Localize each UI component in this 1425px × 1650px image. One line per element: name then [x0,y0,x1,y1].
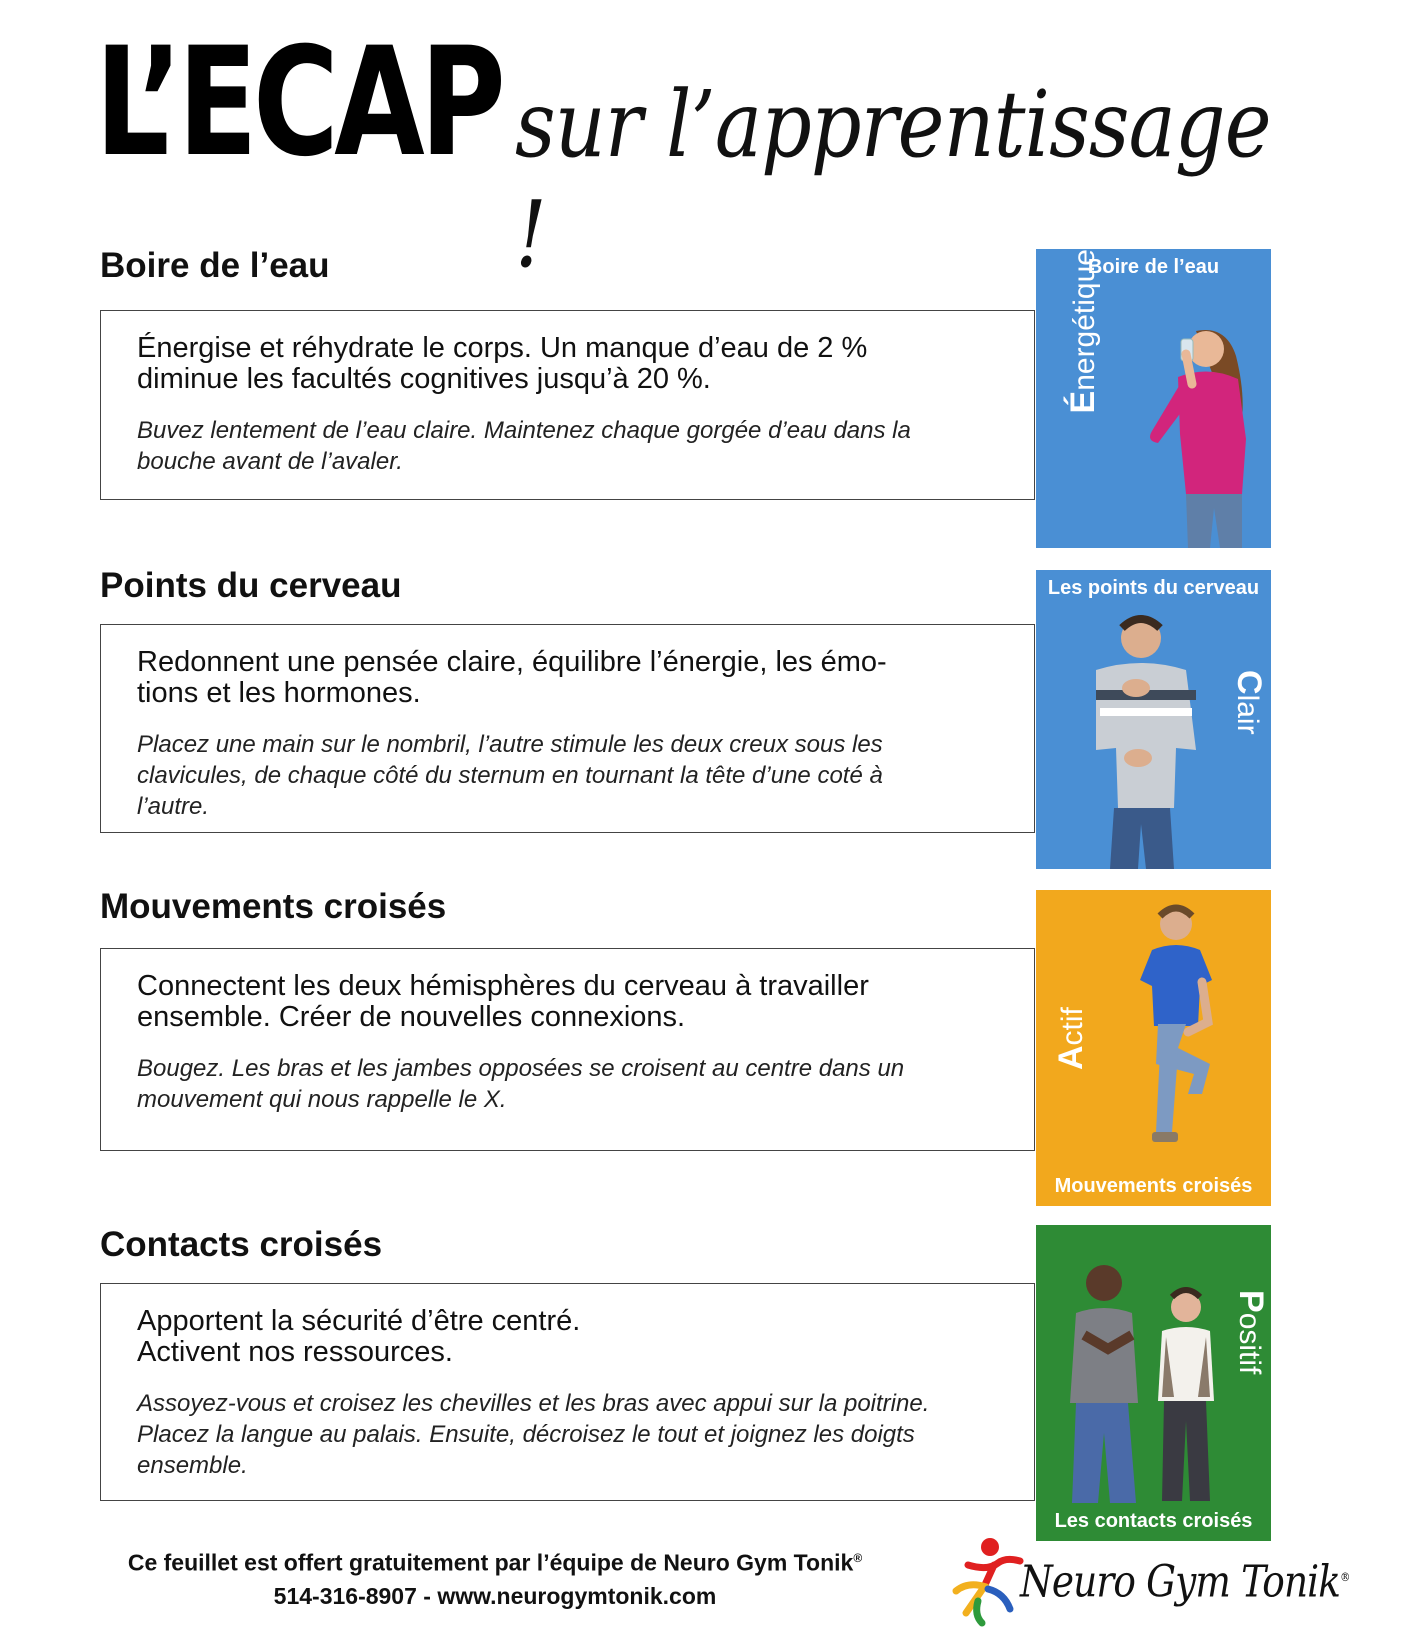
footer-credit: Ce feuillet est offert gratuitement par l’équipe de Neuro Gym Tonik® [127,1549,863,1576]
neuro-gym-tonik-logo-icon [948,1535,1028,1630]
section-description: Redonnent une pensée claire, équilibre l’énergie, les émo- tions et les hormones. [137,646,887,709]
brand-logo [948,1535,1350,1630]
section-instruction: Placez une main sur le nombril, l’autre stimule les deux creux sous les clavicules, de chaque côté du sternum en tournant la tête d’une coté à l’autre. [137,731,883,820]
card-label: Les contacts croisés [1054,1510,1253,1532]
section-heading-boire-eau: Boire de l’eau [100,246,330,285]
page-title: L’ECAP [95,16,502,190]
section-instruction: Buvez lentement de l’eau claire. Maintenez chaque gorgée d’eau dans la bouche avant de l’avaler. [137,417,911,475]
section-heading-points-cerveau: Points du cerveau [100,566,402,605]
page-subtitle: sur l’apprentissage ! [515,71,1271,288]
section-description: Connectent les deux hémisphères du cerveau à travailler ensemble. Créer de nouvelles connexions. [137,970,869,1033]
card-mouvements-croises [1036,890,1271,1206]
two-persons-hook-ups-icon [1054,1255,1234,1505]
person-drinking-water-icon [1096,289,1266,548]
section-box-contacts-croises [100,1283,1035,1501]
card-keyword: Actif [1052,1007,1090,1070]
card-contacts-croises [1036,1225,1271,1541]
card-keyword: Clair [1230,670,1268,735]
person-cross-crawl-icon [1116,902,1236,1162]
section-instruction: Assoyez-vous et croisez les chevilles et les bras avec appui sur la poitrine. Placez la langue au palais. Ensuite, décroisez le tout et joignez les doigts ensemble. [137,1390,930,1479]
section-description: Énergise et réhydrate le corps. Un manque d’eau de 2 % diminue les facultés cognitives jusqu’à 20 %. [137,332,868,395]
section-instruction: Bougez. Les bras et les jambes opposées se croisent au centre dans un mouvement qui nous rappelle le X. [137,1055,905,1113]
card-boire-eau [1036,249,1271,548]
card-keyword: Énergétique [1064,249,1102,414]
card-points-cerveau [1036,570,1271,869]
footer-contact: 514-316-8907 - www.neurogymtonik.com [273,1583,717,1609]
card-label: Mouvements croisés [1054,1175,1253,1197]
section-description: Apportent la sécurité d’être centré. Activent nos ressources. [137,1305,581,1368]
section-box-mouvements-croises [100,948,1035,1151]
card-keyword: Positif [1232,1290,1270,1375]
section-box-boire-eau [100,310,1035,500]
card-label: Boire de l’eau [1087,256,1220,278]
person-brain-points-icon [1066,608,1216,869]
section-heading-contacts-croises: Contacts croisés [100,1225,383,1264]
brand-name: Neuro Gym Tonik® [1020,1556,1350,1608]
section-box-points-cerveau [100,624,1035,833]
section-heading-mouvements-croises: Mouvements croisés [100,887,447,926]
card-label: Les points du cerveau [1047,577,1260,599]
